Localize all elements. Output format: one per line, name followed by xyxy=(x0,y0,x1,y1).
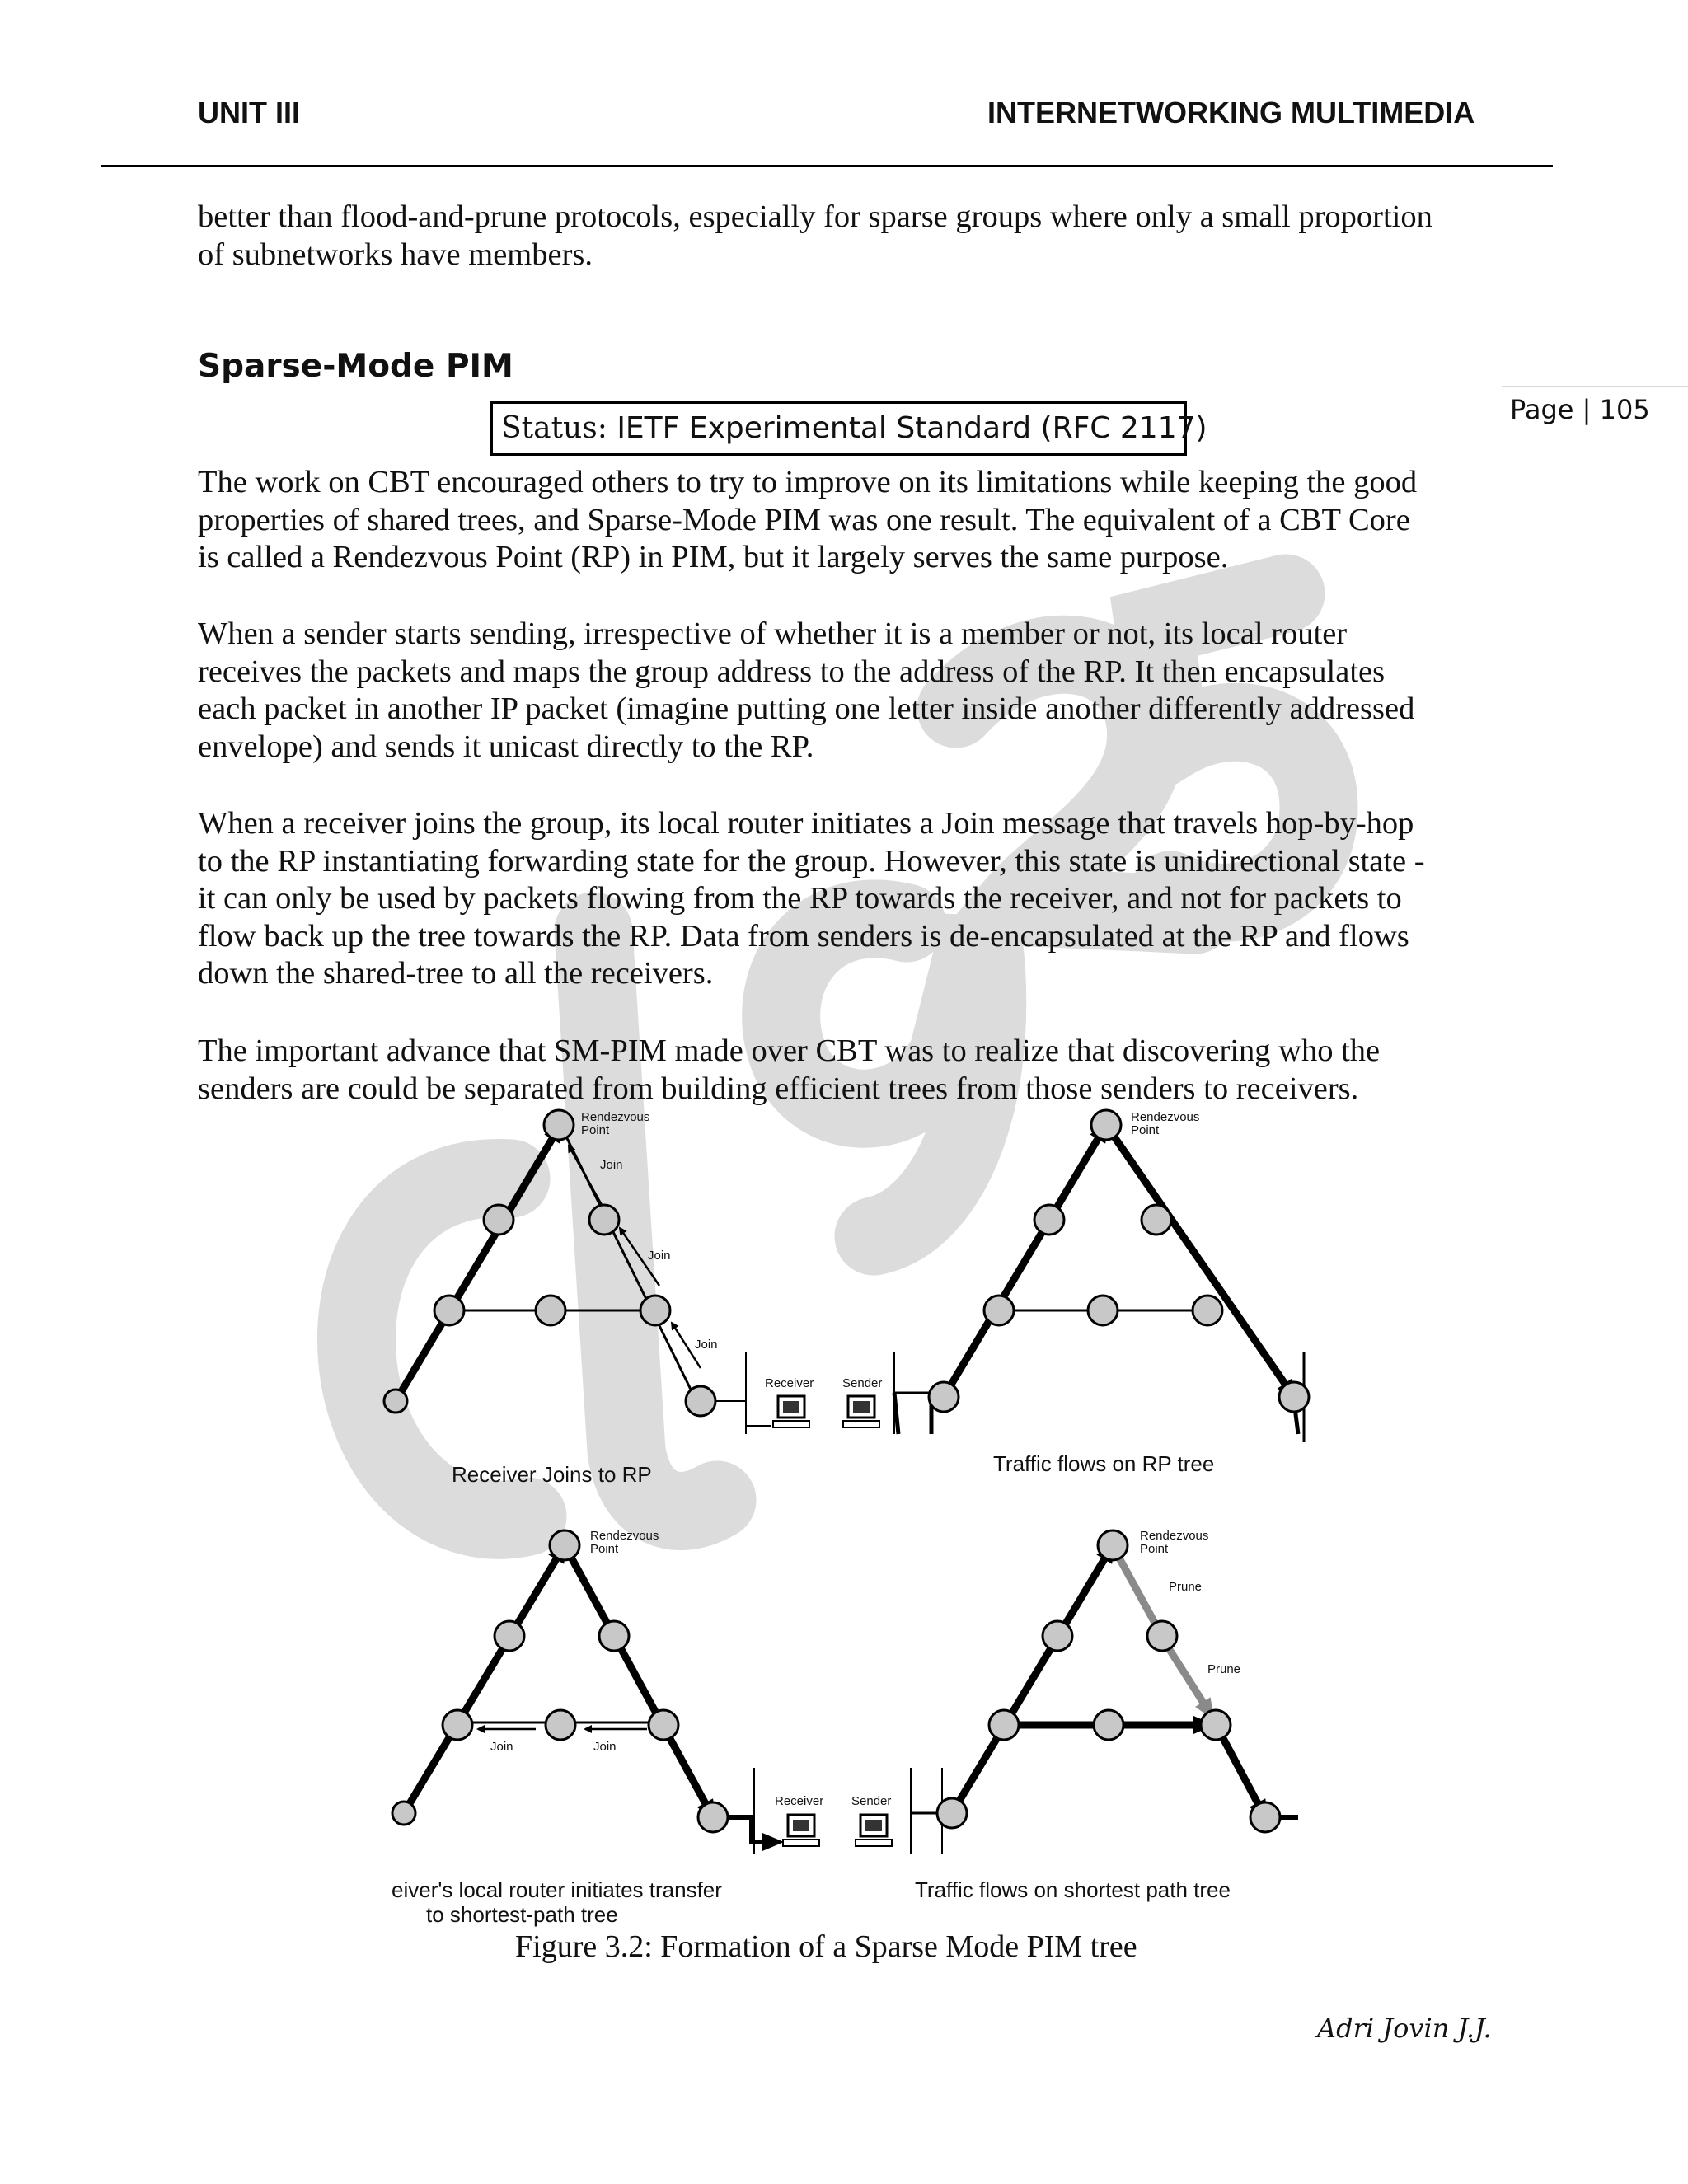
receiver-label: Receiver xyxy=(775,1794,824,1808)
text-line: When a receiver joins the group, its local router initiates a Join message that travels hop-by-hop xyxy=(198,806,1414,841)
rp-label-line2: Point xyxy=(1131,1123,1160,1137)
join-label: Join xyxy=(648,1249,671,1263)
figure-caption: Figure 3.2: Formation of a Sparse Mode PIM tree xyxy=(515,1929,1137,1964)
text-line: receives the packets and maps the group address to the address of the RP. It then encapsulates xyxy=(198,654,1386,689)
join-label: Join xyxy=(593,1740,617,1754)
text-line: to the RP instantiating forwarding state for the group. However, this state is unidirectional state - xyxy=(198,843,1425,879)
intro-paragraph xyxy=(198,199,1517,274)
panel-caption: Receiver Joins to RP xyxy=(452,1462,652,1487)
text-line: better than flood-and-prune protocols, especially for sparse groups where only a small proportion xyxy=(198,199,1432,234)
panel-caption: to shortest-path tree xyxy=(426,1902,618,1927)
sender-label: Sender xyxy=(851,1794,892,1808)
rp-label-line1: Rendezvous xyxy=(581,1110,650,1124)
panel-spt-transfer xyxy=(392,1529,940,1927)
panel-caption: eiver's local router initiates transfer xyxy=(392,1877,722,1902)
text-line: The work on CBT encouraged others to try to improve on its limitations while keeping the good xyxy=(198,465,1418,499)
rp-label-line1: Rendezvous xyxy=(1131,1110,1200,1124)
text-line: When a sender starts sending, irrespective of whether it is a member or not, its local router xyxy=(198,616,1348,651)
text-line: flow back up the tree towards the RP. Data from senders is de-encapsulated at the RP and flows xyxy=(198,918,1409,954)
header-left: UNIT III xyxy=(198,96,300,129)
panel-caption: Traffic flows on shortest path tree xyxy=(915,1877,1231,1902)
panel-shortest-path-tree xyxy=(915,1529,1298,1902)
prune-label: Prune xyxy=(1207,1662,1241,1676)
paragraph-3 xyxy=(198,805,1517,993)
paragraph-2 xyxy=(198,616,1517,766)
receiver-label: Receiver xyxy=(765,1376,814,1390)
join-label: Join xyxy=(695,1338,718,1352)
page-sidebar-rule xyxy=(1502,386,1688,387)
text-line: of subnetworks have members. xyxy=(198,237,593,272)
panel-receiver-joins xyxy=(384,1110,931,1487)
header-right: INTERNETWORKING MULTIMEDIA xyxy=(987,96,1475,129)
rp-label-line2: Point xyxy=(590,1542,619,1556)
text-line: The important advance that SM-PIM made over CBT was to realize that discovering who the xyxy=(198,1033,1381,1068)
join-label: Join xyxy=(600,1158,623,1172)
panel-rp-tree xyxy=(929,1110,1309,1476)
rp-label-line1: Rendezvous xyxy=(1140,1529,1209,1543)
text-line: down the shared-tree to all the receivers. xyxy=(198,956,714,991)
text-line: senders are could be separated from building efficient trees from those senders to receivers. xyxy=(198,1071,1359,1106)
pim-tree-figure xyxy=(0,1088,1688,1929)
prune-label: Prune xyxy=(1169,1580,1203,1594)
status-text: IETF Experimental Standard (RFC 2117) xyxy=(617,411,1207,445)
text-line: is called a Rendezvous Point (RP) in PIM, but it largely serves the same purpose. xyxy=(198,540,1229,574)
rp-label-line2: Point xyxy=(581,1123,610,1137)
text-line: properties of shared trees, and Sparse-Mode PIM was one result. The equivalent of a CBT Core xyxy=(198,502,1410,537)
text-line: it can only be used by packets flowing from the RP towards the receiver, and not for packets to xyxy=(198,881,1402,916)
join-label: Join xyxy=(490,1740,513,1754)
sender-label: Sender xyxy=(842,1376,883,1390)
panel-caption: Traffic flows on RP tree xyxy=(993,1451,1215,1476)
text-line: each packet in another IP packet (imagine putting one letter inside another differently addressed xyxy=(198,691,1415,726)
page-number: Page | 105 xyxy=(1510,394,1650,425)
rp-label-line1: Rendezvous xyxy=(590,1529,659,1543)
author-signature: Adri Jovin J.J. xyxy=(1317,2013,1492,2044)
section-title: Sparse-Mode PIM xyxy=(198,348,513,385)
rp-label-line2: Point xyxy=(1140,1542,1169,1556)
text-line: envelope) and sends it unicast directly to the RP. xyxy=(198,729,814,764)
header-rule xyxy=(101,165,1553,167)
paragraph-1 xyxy=(198,464,1517,577)
status-box xyxy=(490,401,1207,456)
status-label: Status: xyxy=(501,411,607,445)
